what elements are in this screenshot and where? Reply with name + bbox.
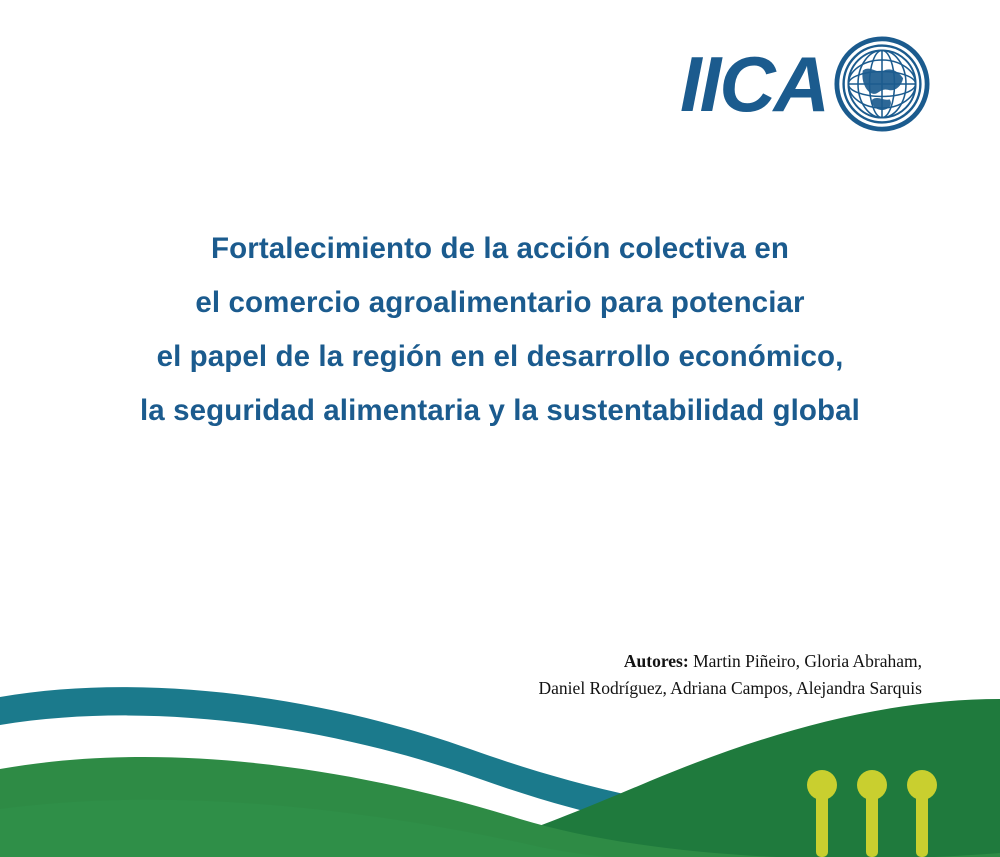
authors-line-2: Daniel Rodríguez, Adriana Campos, Alejandra Sarquis [538, 678, 922, 698]
authors-line-1 [0, 648, 922, 675]
authors-label: Autores: [623, 651, 689, 671]
iica-logo [680, 36, 930, 132]
iica-wordmark: IICA [680, 40, 828, 128]
title-line-2: el comercio agroalimentario para potenciar [195, 286, 805, 319]
globe-icon [834, 36, 930, 132]
title-line-1: Fortalecimiento de la acción colectiva en [211, 232, 789, 265]
title-line-3: el papel de la región en el desarrollo económico, [156, 340, 844, 373]
seed-pin [807, 770, 837, 857]
seed-pins-decoration [800, 767, 960, 857]
title-line-4: la seguridad alimentaria y la sustentabilidad global [140, 394, 860, 427]
seed-pin [907, 770, 937, 857]
authors-names-1: Martin Piñeiro, Gloria Abraham, [688, 651, 922, 671]
page-title [0, 222, 1000, 438]
seed-pin [857, 770, 887, 857]
